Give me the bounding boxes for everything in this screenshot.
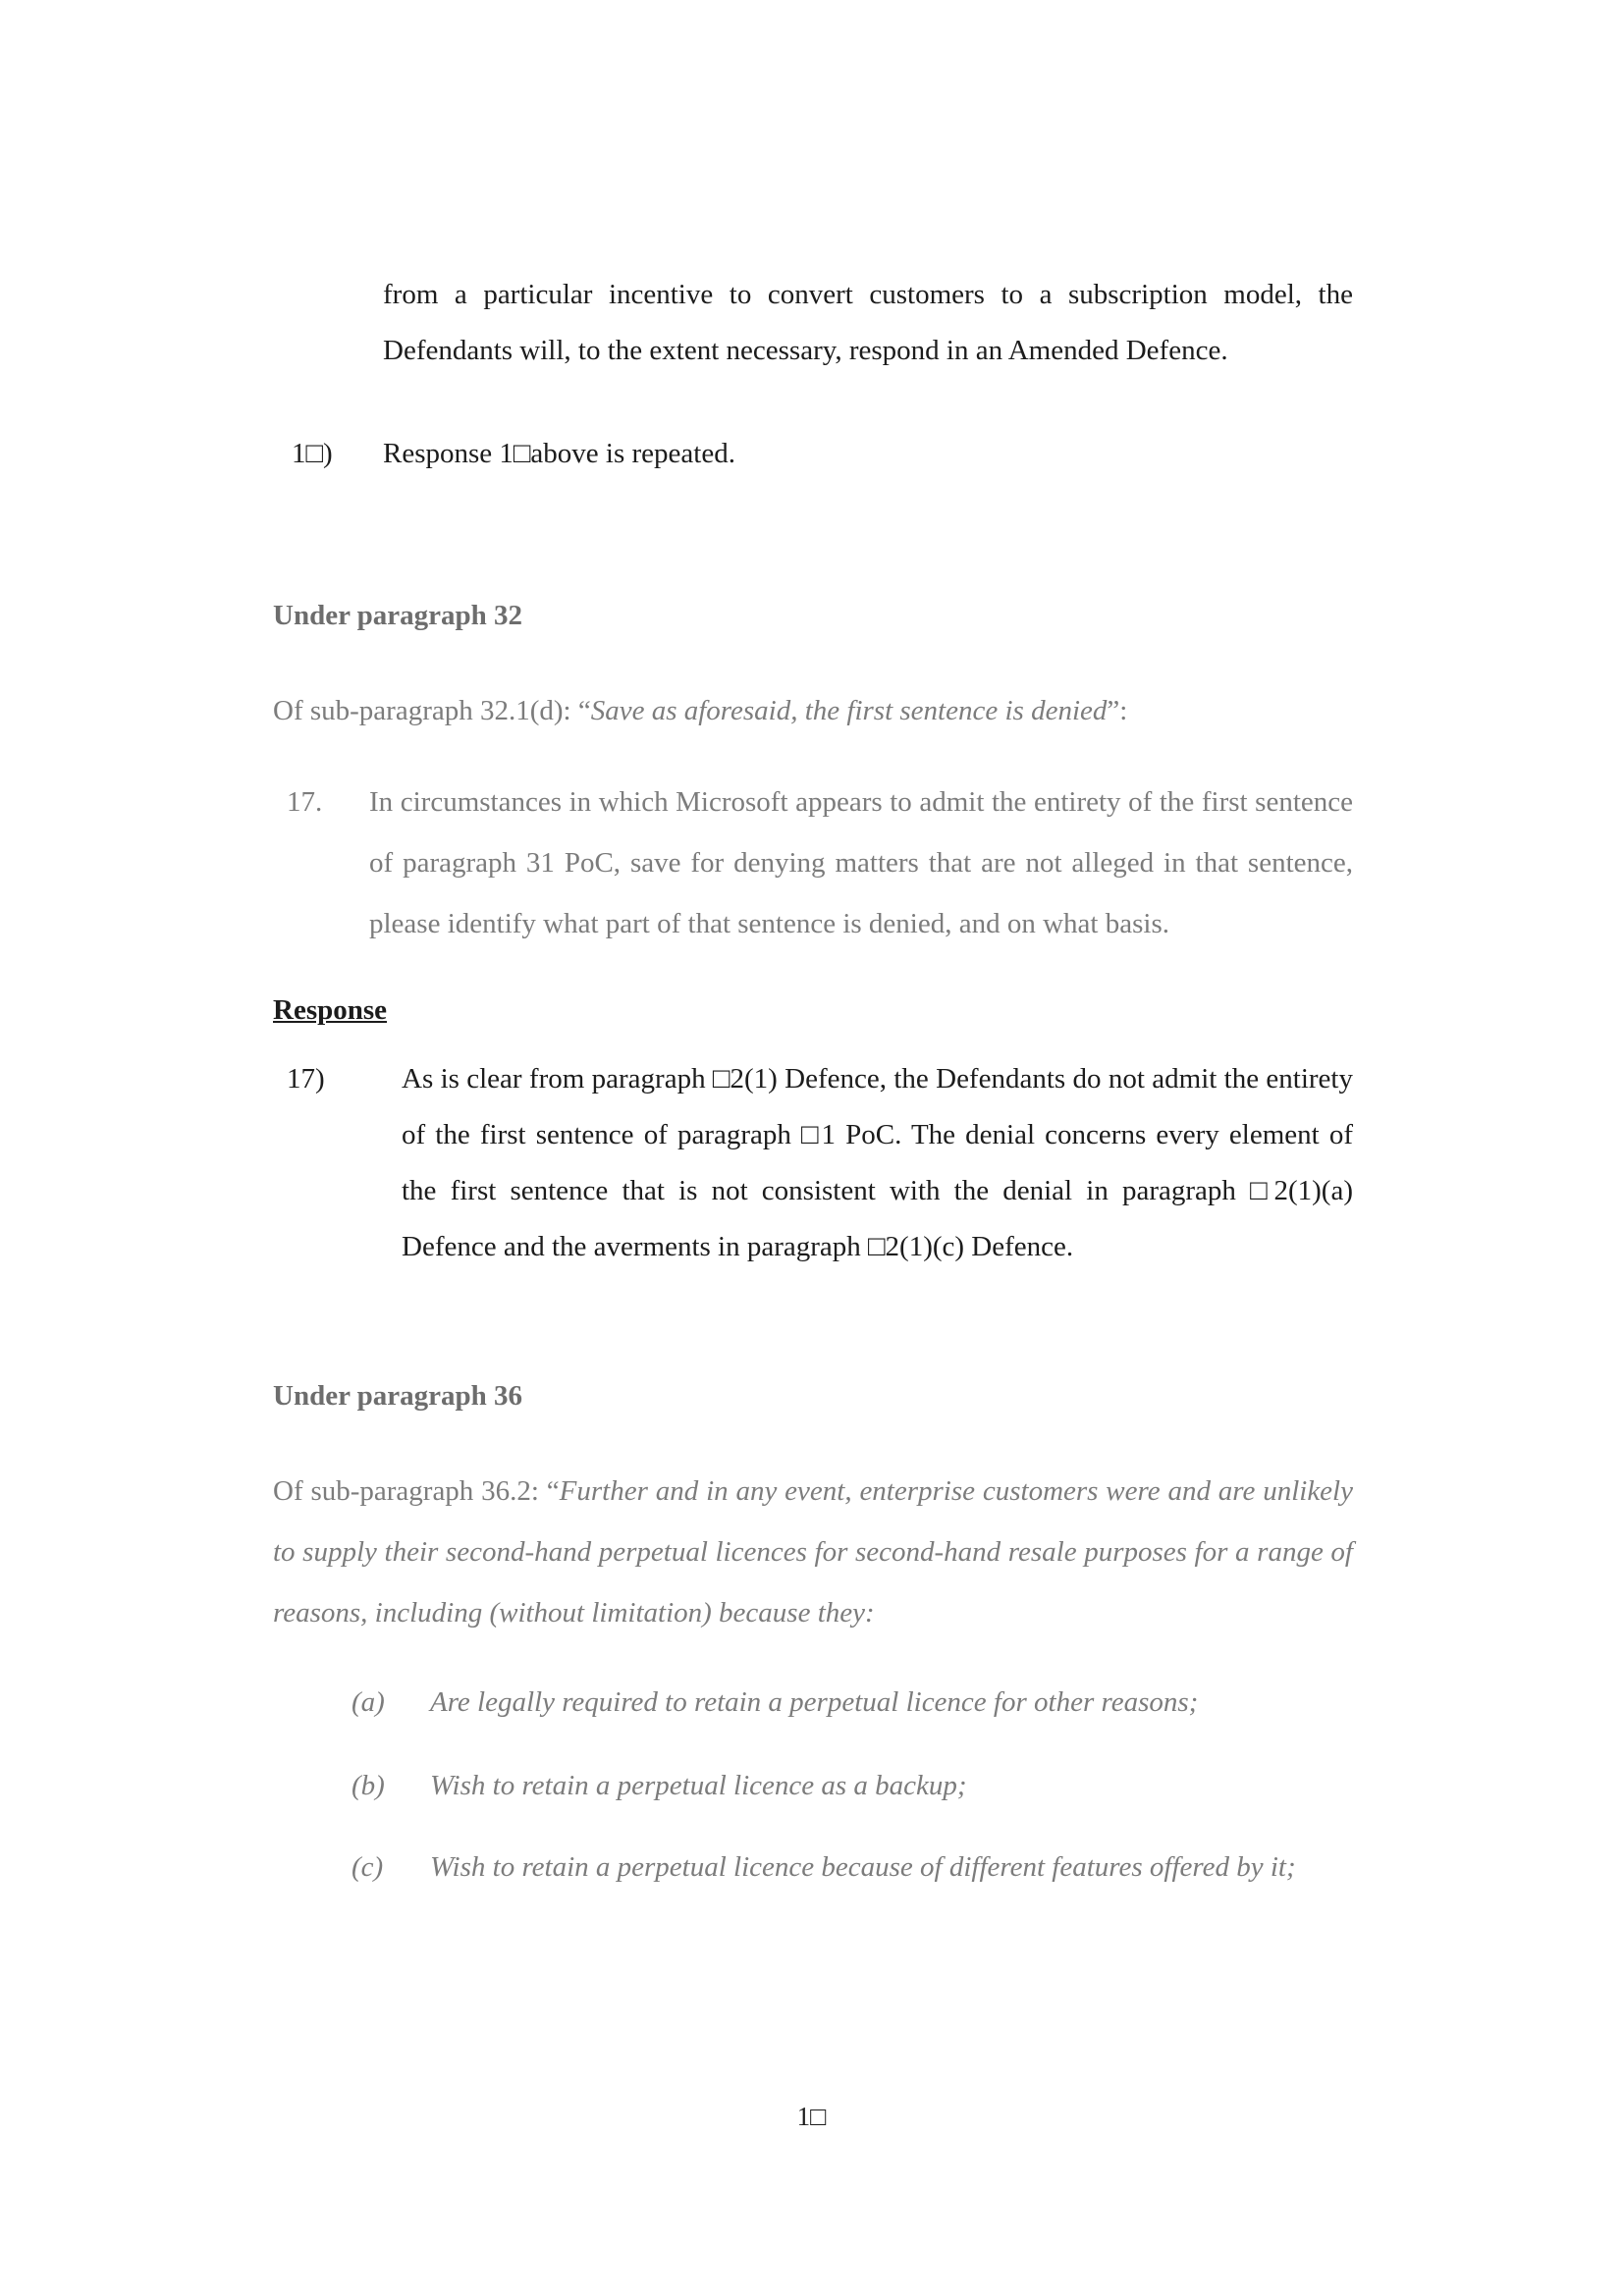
list-item-a [273, 1675, 1353, 1731]
item-text: Response 1□above is repeated. [383, 438, 735, 469]
response-17-text: As is clear from paragraph □2(1) Defence, the Defendants do not admit the entirety of the first sentence of paragraph □1 PoC. The denial concerns every element of the first sentence that is not consistent with the denial in paragraph □2(1)(a) Defence and the averments in paragraph □2(1)(c) Defence. [402, 1063, 1353, 1262]
list-text-a: Are legally required to retain a perpetual licence for other reasons; [430, 1686, 1199, 1718]
page-number-footer: 1□ [796, 2102, 827, 2131]
section-heading-36: Under paragraph 36 [273, 1380, 523, 1412]
list-marker-a: (a) [352, 1686, 385, 1718]
response-17 [273, 1051, 1353, 1275]
quote-paragraph-32 [273, 683, 1353, 739]
list-text-b: Wish to retain a perpetual licence as a backup; [430, 1770, 967, 1801]
question-17-number: 17. [287, 786, 323, 818]
quote-32-italic: Save as aforesaid, the first sentence is denied [590, 695, 1108, 726]
quote-36-italic: Further and in any event, enterprise customers were and are unlikely to supply their second-hand perpetual licences for second-hand resale purposes for a range of reasons, including (without limitation) because they: [273, 1475, 1353, 1629]
quote-32-close: ”: [1107, 695, 1128, 726]
response-repeat-item [273, 426, 1353, 482]
quote-36-intro: Of sub-paragraph 36.2: “ [273, 1475, 560, 1507]
list-text-c: Wish to retain a perpetual licence because of different features offered by it; [430, 1851, 1296, 1883]
question-17-text: In circumstances in which Microsoft appears to admit the entirety of the first sentence of paragraph 31 PoC, save for denying matters that are not alleged in that sentence, please identify what part of that sentence is denied, and on what basis. [369, 786, 1353, 939]
question-17 [273, 772, 1353, 954]
section-heading-32: Under paragraph 32 [273, 600, 523, 631]
list-marker-c: (c) [352, 1851, 384, 1883]
list-marker-b: (b) [352, 1770, 385, 1801]
list-item-c [273, 1840, 1353, 1896]
list-item-b [273, 1758, 1353, 1814]
item-number: 1□) [292, 438, 333, 469]
quote-paragraph-36 [273, 1461, 1353, 1643]
continuation-paragraph: from a particular incentive to convert customers to a subscription model, the Defendants will, to the extent necessary, respond in an Amended Defence. [383, 279, 1353, 366]
response-17-number: 17) [287, 1063, 325, 1095]
response-heading: Response [273, 994, 388, 1026]
quote-32-intro: Of sub-paragraph 32.1(d): “ [273, 695, 591, 726]
